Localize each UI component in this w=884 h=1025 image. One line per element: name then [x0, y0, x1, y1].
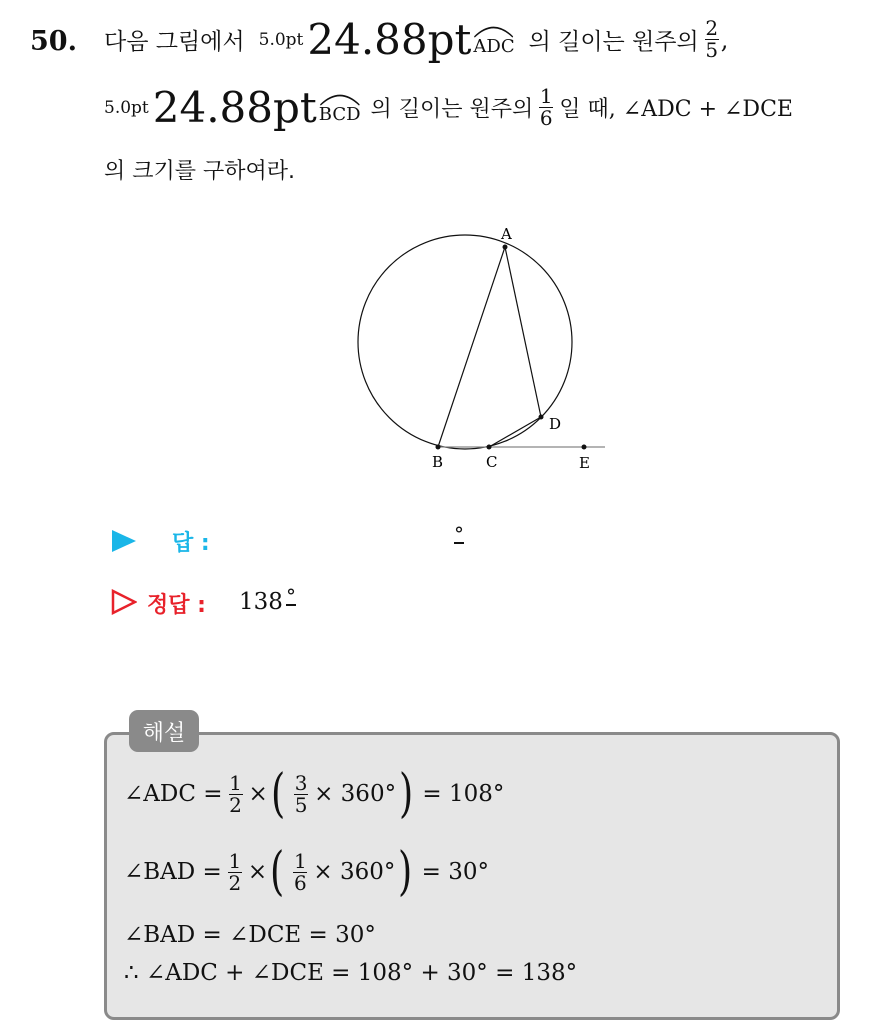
problem-tail: 일 때, ∠ADC + ∠DCE	[559, 97, 793, 122]
solution-eq-3: ∠BAD = ∠DCE = 30°	[124, 922, 376, 948]
fraction-denominator: 6	[539, 106, 553, 130]
label-e: E	[579, 454, 590, 472]
label-c: C	[486, 453, 498, 471]
fraction-numerator: 2	[705, 16, 719, 40]
eq1-inner-rest: × 360°	[314, 781, 397, 807]
fraction-numerator: 1	[539, 84, 553, 108]
eq2-times: ×	[247, 859, 268, 885]
solution-tag: 해설	[129, 710, 199, 752]
arc-adc-label: ADC	[473, 36, 515, 57]
answer-label: 답 :	[172, 531, 210, 556]
eq1-lhs: ∠ADC =	[124, 781, 223, 807]
eq1-times: ×	[248, 781, 268, 807]
eq2-rhs: = 30°	[421, 859, 490, 885]
problem-text-1: 의 길이는 원주의	[528, 29, 699, 55]
answer-arrow-icon	[111, 529, 137, 553]
fraction-numerator: 1	[228, 848, 242, 873]
fraction-denominator: 2	[228, 870, 242, 895]
solution-eq-4: ∴ ∠ADC + ∠DCE = 108° + 30° = 138°	[124, 960, 578, 986]
fraction-two-fifths	[705, 18, 719, 61]
point-e	[582, 445, 587, 450]
fraction-numerator: 1	[294, 848, 307, 873]
point-b	[436, 445, 441, 450]
fraction-denominator: 6	[294, 870, 307, 895]
problem-intro: 다음 그림에서	[104, 29, 245, 55]
segment-ab	[438, 247, 505, 447]
problem-line-2	[104, 82, 793, 132]
point-d	[539, 415, 544, 420]
problem-text-3: 의 크기를 구하여라.	[104, 159, 295, 184]
left-paren: (	[270, 842, 285, 902]
correct-arrow-icon	[111, 589, 137, 615]
right-paren: )	[398, 842, 413, 902]
eq1-inner-frac	[294, 770, 308, 817]
arc-overline-icon	[473, 22, 514, 38]
problem-line-3	[104, 154, 295, 185]
fraction-denominator: 5	[294, 792, 308, 817]
arc-bcd	[319, 90, 361, 125]
artifact-small-1: 5.0pt	[258, 29, 304, 50]
problem-text-2: 의 길이는 원주의	[370, 97, 534, 122]
arc-adc	[473, 22, 514, 57]
solution-eq-2	[124, 842, 490, 902]
left-paren: (	[270, 764, 286, 824]
problem-line-1	[104, 14, 729, 64]
eq2-inner-rest: × 360°	[313, 859, 396, 885]
segment-ad	[505, 247, 541, 417]
artifact-big-1: 24.88pt	[307, 14, 472, 64]
segment-dc	[489, 417, 541, 447]
point-c	[487, 445, 492, 450]
label-d: D	[549, 415, 562, 433]
artifact-big-2: 24.88pt	[152, 82, 317, 132]
fraction-numerator: 3	[294, 770, 308, 795]
artifact-small-2: 5.0pt	[104, 97, 149, 118]
fraction-denominator: 2	[229, 792, 242, 817]
arc-overline-icon	[319, 90, 361, 106]
correct-degree: °	[286, 584, 296, 608]
eq2-inner-frac	[293, 848, 307, 895]
eq2-half	[228, 848, 242, 895]
point-a	[503, 245, 508, 250]
correct-value: 138	[239, 589, 283, 615]
problem-number: 50.	[30, 26, 77, 57]
eq1-rhs: = 108°	[422, 781, 505, 807]
solution-eq-1	[124, 764, 505, 824]
correct-label: 정답 :	[147, 593, 206, 618]
right-paren: )	[399, 764, 414, 824]
fraction-denominator: 5	[705, 38, 719, 62]
answer-degree: °	[454, 522, 464, 546]
label-b: B	[432, 453, 444, 471]
fraction-numerator: 1	[229, 770, 242, 795]
comma: ,	[720, 25, 729, 54]
fraction-one-sixth	[539, 86, 553, 129]
answer-blank[interactable]	[230, 524, 445, 554]
eq2-lhs: ∠BAD =	[124, 859, 222, 885]
eq1-half	[229, 770, 243, 817]
label-a: A	[501, 225, 512, 243]
circle-figure	[340, 220, 620, 480]
arc-bcd-label: BCD	[318, 104, 361, 125]
